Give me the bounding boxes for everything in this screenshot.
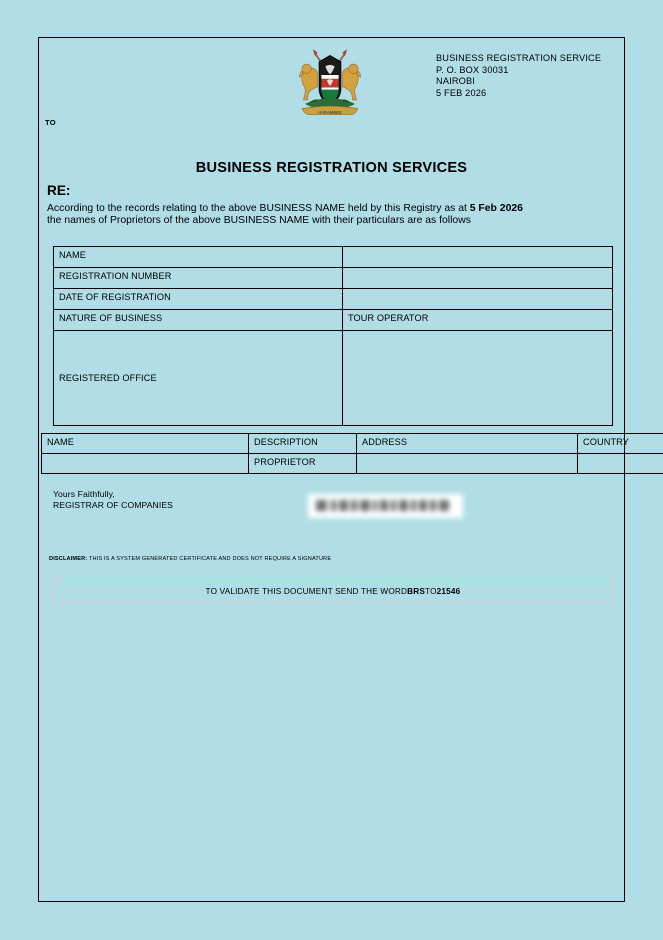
proprietors-header-description: DESCRIPTION	[249, 434, 357, 454]
table-row	[54, 247, 613, 268]
address-line-pobox: P. O. BOX 30031	[436, 64, 509, 75]
signature-block	[53, 489, 173, 512]
table-row	[42, 454, 663, 474]
signature-title: REGISTRAR OF COMPANIES	[53, 500, 173, 511]
table-header-row	[42, 434, 663, 454]
certificate-page-border	[38, 37, 629, 902]
address-line-city: NAIROBI	[436, 76, 476, 87]
proprietors-table	[41, 433, 663, 474]
table-row	[54, 289, 613, 310]
proprietors-header-name: NAME	[42, 434, 249, 454]
table-row	[54, 268, 613, 289]
validate-document-bar	[53, 579, 613, 603]
re-body-text	[47, 203, 617, 228]
details-value-name	[343, 247, 613, 268]
details-value-nature-of-business: TOUR OPERATOR	[343, 310, 613, 331]
address-line-date: 5 FEB 2026	[436, 87, 487, 98]
redacted-signature-image	[308, 494, 463, 518]
validate-keyword: BRS	[407, 586, 426, 596]
proprietors-cell-description: PROPRIETOR	[249, 454, 357, 474]
details-label-name: NAME	[54, 247, 343, 268]
table-row	[54, 310, 613, 331]
details-label-registered-office: REGISTERED OFFICE	[54, 331, 343, 426]
details-label-nature-of-business: NATURE OF BUSINESS	[54, 310, 343, 331]
proprietors-header-country: COUNTRY	[578, 434, 663, 454]
address-line-organisation: BUSINESS REGISTRATION SERVICE	[436, 53, 602, 63]
re-body-date: 5 Feb 2026	[469, 203, 523, 214]
details-label-date-of-registration: DATE OF REGISTRATION	[54, 289, 343, 310]
details-label-registration-number: REGISTRATION NUMBER	[54, 268, 343, 289]
validate-part2: TO	[425, 586, 437, 596]
proprietors-header-address: ADDRESS	[357, 434, 578, 454]
registry-address-block	[436, 53, 601, 99]
disclaimer-body: THIS IS A SYSTEM GENERATED CERTIFICATE AND DOES NOT REQUIRE A SIGNATURE	[87, 556, 332, 562]
kenya-coat-of-arms-icon	[291, 43, 369, 121]
signature-closing: Yours Faithfully,	[53, 489, 115, 499]
re-heading: RE:	[47, 183, 71, 198]
disclaimer-prefix: DISCLAIMER:	[49, 556, 88, 562]
svg-text:HARAMBEE: HARAMBEE	[318, 109, 342, 115]
details-value-registered-office	[343, 331, 613, 426]
business-details-table	[53, 246, 613, 426]
document-header	[39, 38, 624, 116]
proprietors-cell-country	[578, 454, 663, 474]
proprietors-cell-address	[357, 454, 578, 474]
table-row	[54, 331, 613, 426]
proprietors-cell-name	[42, 454, 249, 474]
details-value-registration-number	[343, 268, 613, 289]
re-body-part2: the names of Proprietors of the above BUSINESS NAME with their particulars are as follows	[47, 215, 471, 227]
validate-part1: TO VALIDATE THIS DOCUMENT SEND THE WORD	[205, 586, 408, 596]
recipient-to-label: TO	[45, 118, 57, 127]
disclaimer-text	[49, 556, 331, 562]
details-value-date-of-registration	[343, 289, 613, 310]
validate-shortcode: 21546	[436, 586, 461, 596]
page-title: BUSINESS REGISTRATION SERVICES	[195, 160, 468, 176]
re-body-part1: According to the records relating to the above BUSINESS NAME held by this Registry as at	[47, 203, 470, 214]
